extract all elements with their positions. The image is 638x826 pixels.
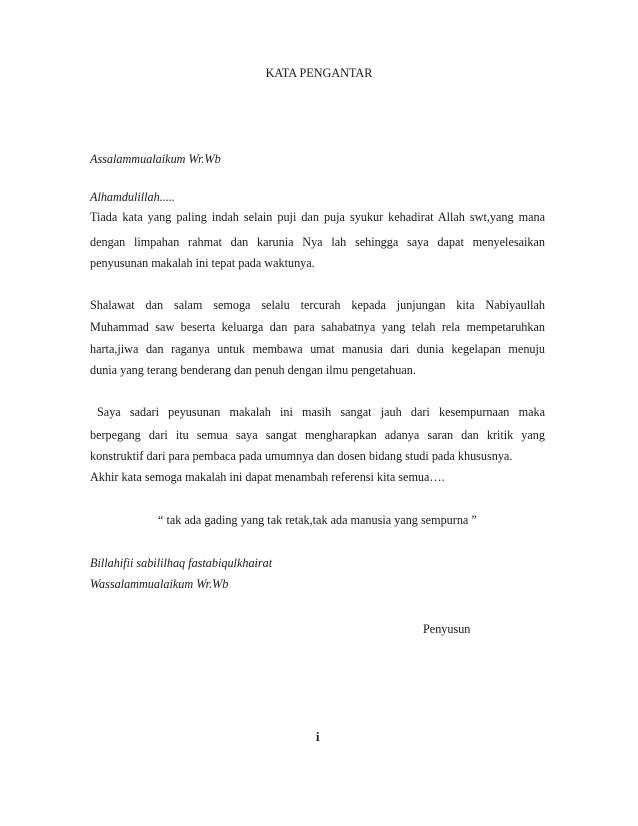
paragraph3-line2: berpegang dari itu semua saya sangat mengharapkan adanya saran dan kritik yang (90, 428, 545, 442)
closing-prayer: Billahifii sabililhaq fastabiqulkhairat (90, 556, 273, 570)
closing-greeting: Wassalammualaikum Wr.Wb (90, 577, 229, 591)
opening: Alhamdulillah..... (90, 190, 175, 204)
greeting: Assalammualaikum Wr.Wb (90, 152, 221, 166)
quote: “ tak ada gading yang tak retak,tak ada manusia yang sempurna ” (158, 513, 477, 527)
document-title: KATA PENGANTAR (265, 66, 373, 80)
page-number: i (316, 730, 320, 744)
signature: Penyusun (423, 622, 471, 636)
paragraph1-line1: Tiada kata yang paling indah selain puji dan puja syukur kehadirat Allah swt,yang mana (90, 210, 545, 224)
paragraph3-line1: Saya sadari peyusunan makalah ini masih sangat jauh dari kesempurnaan maka (97, 405, 545, 419)
paragraph3-line4: Akhir kata semoga makalah ini dapat menambah referensi kita semua…. (90, 470, 445, 484)
paragraph3-line3: konstruktif dari para pembaca pada umumnya dan dosen bidang studi pada khususnya. (90, 449, 513, 463)
paragraph2-line2: Muhammad saw beserta keluarga dan para sahabatnya yang telah rela mempetaruhkan (90, 320, 545, 334)
paragraph1-line2: dengan limpahan rahmat dan karunia Nya lah sehingga saya dapat menyelesaikan (90, 235, 545, 249)
paragraph2-line4: dunia yang terang benderang dan penuh dengan ilmu pengetahuan. (90, 363, 416, 377)
paragraph1-line3: penyusunan makalah ini tepat pada waktunya. (90, 256, 315, 270)
paragraph2-line1: Shalawat dan salam semoga selalu tercurah kepada junjungan kita Nabiyaullah (90, 298, 545, 312)
paragraph2-line3: harta,jiwa dan raganya untuk membawa umat manusia dari dunia kegelapan menuju (90, 342, 545, 356)
